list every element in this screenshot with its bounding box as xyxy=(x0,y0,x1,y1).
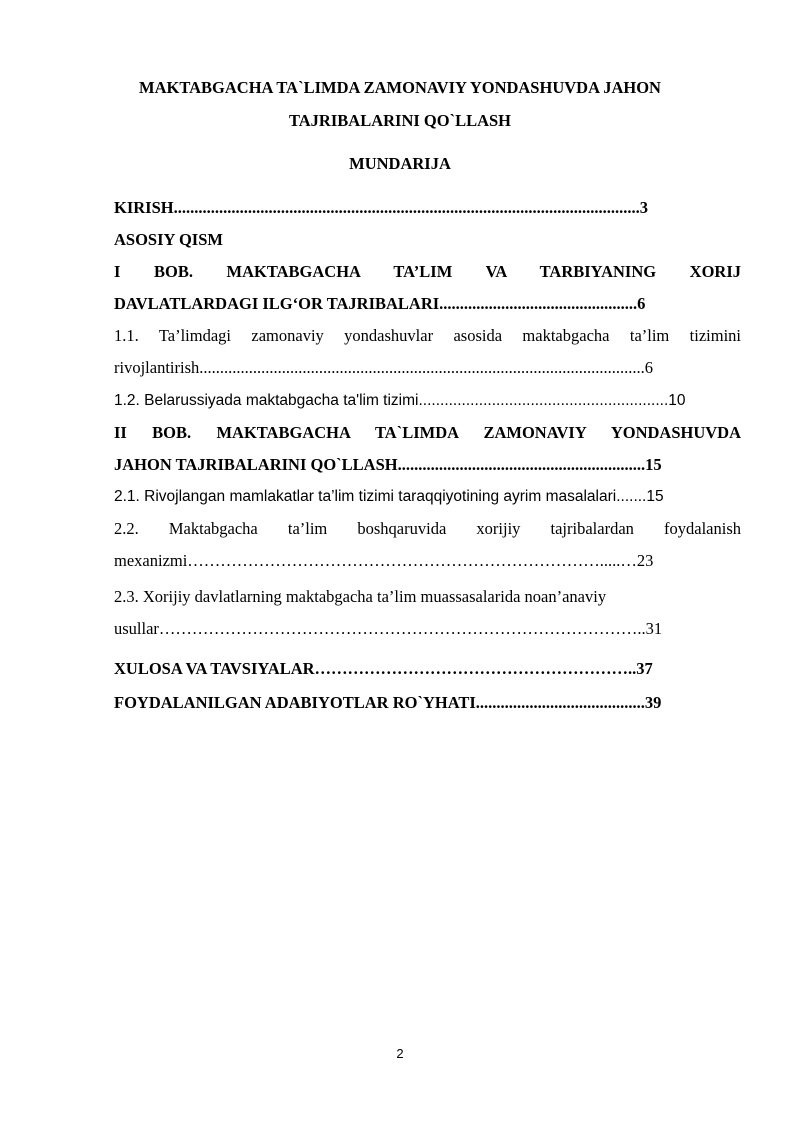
toc-entry-2-2-line-1: 2.2. Maktabgacha ta’lim boshqaruvida xorijiy tajribalardan foydalanish xyxy=(114,519,741,538)
document-title-line-2: TAJRIBALARINI QO`LLASH xyxy=(288,111,512,130)
page-number: 2 xyxy=(396,1046,404,1061)
document-title-line-1: MAKTABGACHA TA`LIMDA ZAMONAVIY YONDASHUVDA JAHON xyxy=(139,78,661,97)
toc-entry-2-3-line-2: usullar……………………………………………………………………………..31 xyxy=(114,619,663,638)
toc-entry-xulosa: XULOSA VA TAVSIYALAR…………………………………………………..37 xyxy=(114,659,653,678)
toc-entry-asosiy-qism: ASOSIY QISM xyxy=(114,230,223,249)
toc-entry-1-1-line-1: 1.1. Ta’limdagi zamonaviy yondashuvlar asosida maktabgacha ta’lim tizimini xyxy=(114,326,741,345)
toc-entry-1-2: 1.2. Belarussiyada maktabgacha ta'lim tizimi..........................................................10 xyxy=(114,392,686,409)
toc-entry-bob1-line-1: I BOB. MAKTABGACHA TA’LIM VA TARBIYANING XORIJ xyxy=(114,262,741,281)
toc-entry-1-1-line-2: rivojlantirish............................................................................................................6 xyxy=(114,358,653,377)
toc-entry-2-3-line-1: 2.3. Xorijiy davlatlarning maktabgacha ta’lim muassasalarida noan’anaviy xyxy=(114,587,607,606)
toc-entry-bob1-line-2: DAVLATLARDAGI ILG‘OR TAJRIBALARI................................................6 xyxy=(114,294,646,313)
toc-entry-2-2-line-2: mexanizmi………………………………………………………………….....…23 xyxy=(114,551,654,570)
toc-entry-bob2-line-2: JAHON TAJRIBALARINI QO`LLASH............................................................15 xyxy=(114,455,662,474)
toc-entry-bob2-line-1: II BOB. MAKTABGACHA TA`LIMDA ZAMONAVIY YONDASHUVDA xyxy=(114,423,741,442)
toc-entry-kirish: KIRISH.................................................................................................................3 xyxy=(114,198,648,217)
toc-entry-2-1: 2.1. Rivojlangan mamlakatlar ta’lim tizimi taraqqiyotining ayrim masalalari.......15 xyxy=(114,488,664,505)
toc-entry-adabiyotlar: FOYDALANILGAN ADABIYOTLAR RO`YHATI.........................................39 xyxy=(114,693,662,712)
contents-heading: MUNDARIJA xyxy=(349,154,451,173)
